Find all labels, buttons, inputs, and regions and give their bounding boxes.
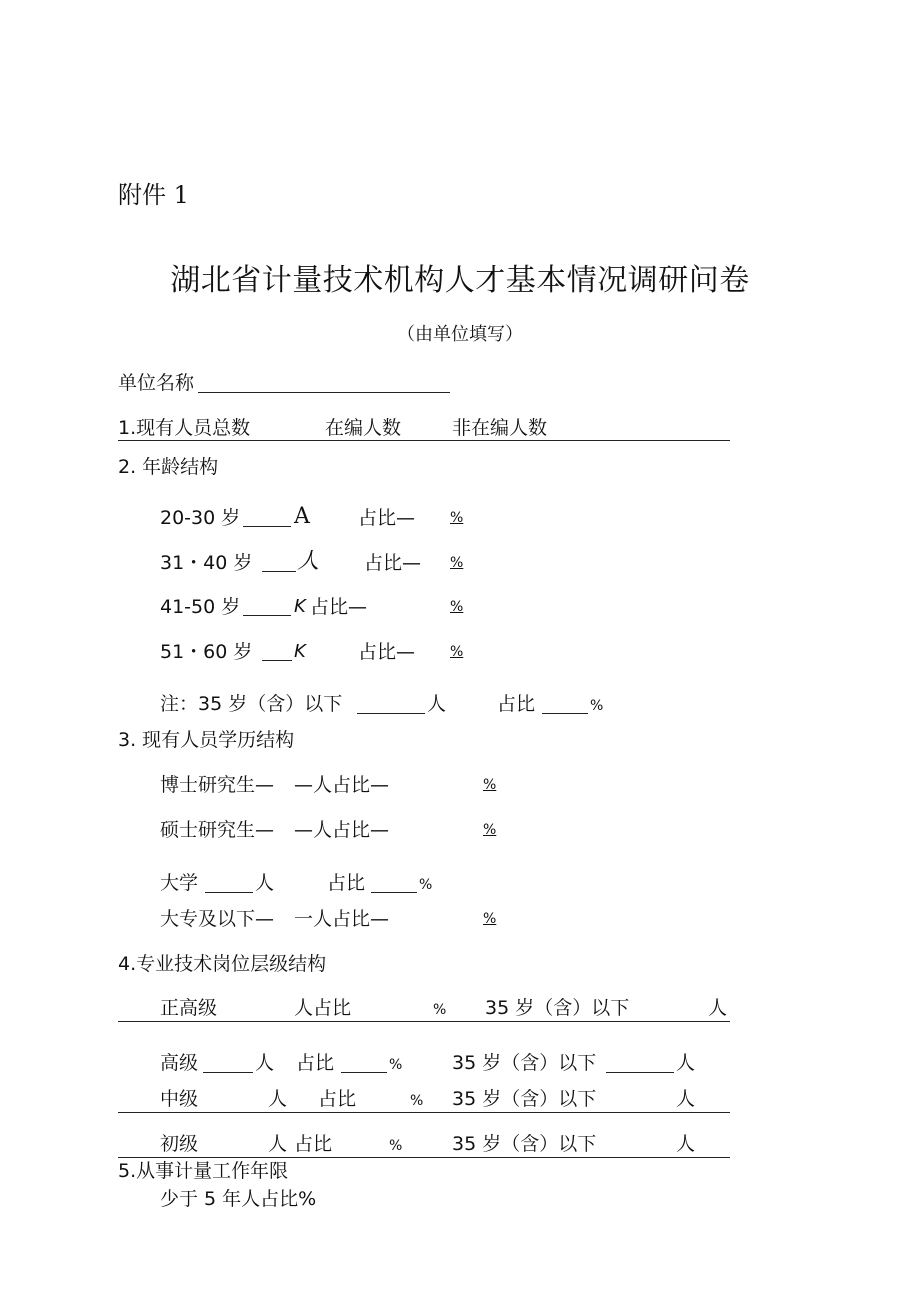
level-young-label: 35 岁（含）以下 (485, 997, 630, 1019)
edu-phd-ratio: —人占比— (294, 774, 390, 796)
level-label: 初级 (160, 1133, 199, 1155)
level-unit: 人 (268, 1088, 288, 1110)
age-unit-mark: 人 (297, 549, 320, 574)
s1-field-line[interactable] (118, 440, 730, 441)
age-ratio-label: 占比— (358, 507, 416, 529)
s1-total-label: 1.现有人员总数 (118, 417, 251, 439)
under35-unit: 人 (427, 693, 447, 715)
s4-heading: 4.专业技术岗位层级结构 (118, 953, 327, 975)
s1-nonstaffed-label: 非在编人数 (452, 417, 548, 439)
level-ratio-label: 占比 (318, 1088, 357, 1110)
level-field-line[interactable] (118, 1112, 730, 1113)
level-field-line[interactable] (118, 1157, 730, 1158)
level-unit: 人 (268, 1133, 288, 1155)
s2-heading: 2. 年龄结构 (118, 456, 219, 478)
level-unit: 人 (255, 1052, 275, 1074)
level-young-label: 35 岁（含）以下 (452, 1088, 597, 1110)
age-count-field[interactable] (243, 615, 291, 616)
level-pct: % (433, 1002, 447, 1018)
age-count-field[interactable] (262, 660, 292, 661)
edu-bachelor-label: 大学 (160, 872, 199, 894)
s5-heading: 5.从事计量工作年限 (118, 1160, 289, 1182)
level-young-label: 35 岁（含）以下 (452, 1133, 597, 1155)
edu-bachelor-ratio-field[interactable] (371, 892, 417, 893)
age-unit-mark: A (294, 504, 310, 529)
level-young-unit: 人 (708, 997, 728, 1019)
under35-note-label: 注：35 岁（含）以下 (160, 693, 343, 715)
page-subtitle: （由单位填写） (397, 324, 523, 345)
age-ratio-label: 占比— (364, 552, 422, 574)
s3-heading: 3. 现有人员学历结构 (118, 729, 295, 751)
level-young-label: 35 岁（含）以下 (452, 1052, 597, 1074)
age-row-label: 41-50 岁 (160, 596, 241, 618)
age-pct-field[interactable]: % (450, 510, 464, 526)
level-pct: % (389, 1138, 403, 1154)
s1-staffed-label: 在编人数 (325, 417, 402, 439)
edu-college-pct[interactable]: % (483, 911, 497, 927)
level-ratio: 人占比 (294, 997, 352, 1019)
level-young-unit: 人 (676, 1133, 696, 1155)
age-row-label: 31・40 岁 (160, 552, 253, 574)
age-row-label: 51・60 岁 (160, 641, 253, 663)
unit-name-field[interactable] (198, 392, 450, 393)
edu-college-ratio: 一人占比— (294, 908, 390, 930)
age-unit-mark: K (294, 641, 306, 662)
level-ratio-label: 占比 (294, 1133, 333, 1155)
age-pct-field[interactable]: % (450, 599, 464, 615)
edu-phd-pct[interactable]: % (483, 777, 497, 793)
under35-ratio-field[interactable] (542, 713, 588, 714)
level-ratio-label: 占比 (296, 1052, 335, 1074)
age-count-field[interactable] (262, 571, 296, 572)
edu-college-label: 大专及以下— (160, 908, 275, 930)
age-unit-mark: K (294, 596, 306, 617)
attachment-label: 附件 1 (118, 181, 189, 209)
under35-ratio-label: 占比 (497, 693, 536, 715)
level-field-line[interactable] (118, 1021, 730, 1022)
edu-master-pct[interactable]: % (483, 822, 497, 838)
edu-master-label: 硕士研究生— (160, 819, 275, 841)
level-ratio-field[interactable] (341, 1072, 387, 1073)
age-pct-field[interactable]: % (450, 644, 464, 660)
level-pct: % (410, 1093, 424, 1109)
unit-name-label: 单位名称 (118, 372, 195, 394)
level-young-unit: 人 (676, 1052, 696, 1074)
level-label: 中级 (160, 1088, 199, 1110)
age-count-field[interactable] (243, 526, 291, 527)
edu-bachelor-unit: 人 (255, 872, 275, 894)
edu-bachelor-ratio-label: 占比 (327, 872, 366, 894)
level-label: 高级 (160, 1052, 199, 1074)
under35-count-field[interactable] (357, 713, 425, 714)
age-row-label: 20-30 岁 (160, 507, 241, 529)
edu-bachelor-pct: % (419, 877, 433, 893)
age-ratio-label: 占比— (310, 596, 368, 618)
level-label: 正高级 (160, 997, 218, 1019)
edu-phd-label: 博士研究生— (160, 774, 275, 796)
years-under5-row: 少于 5 年人占比% (160, 1188, 317, 1210)
level-count-field[interactable] (203, 1072, 253, 1073)
age-ratio-label: 占比— (358, 641, 416, 663)
edu-master-ratio: —人占比— (294, 819, 390, 841)
edu-bachelor-count-field[interactable] (205, 892, 253, 893)
level-pct: % (389, 1057, 403, 1073)
level-young-unit: 人 (676, 1088, 696, 1110)
under35-pct: % (590, 698, 604, 714)
level-young-field[interactable] (606, 1072, 674, 1073)
age-pct-field[interactable]: % (450, 555, 464, 571)
page-title: 湖北省计量技术机构人才基本情况调研问卷 (170, 263, 750, 298)
